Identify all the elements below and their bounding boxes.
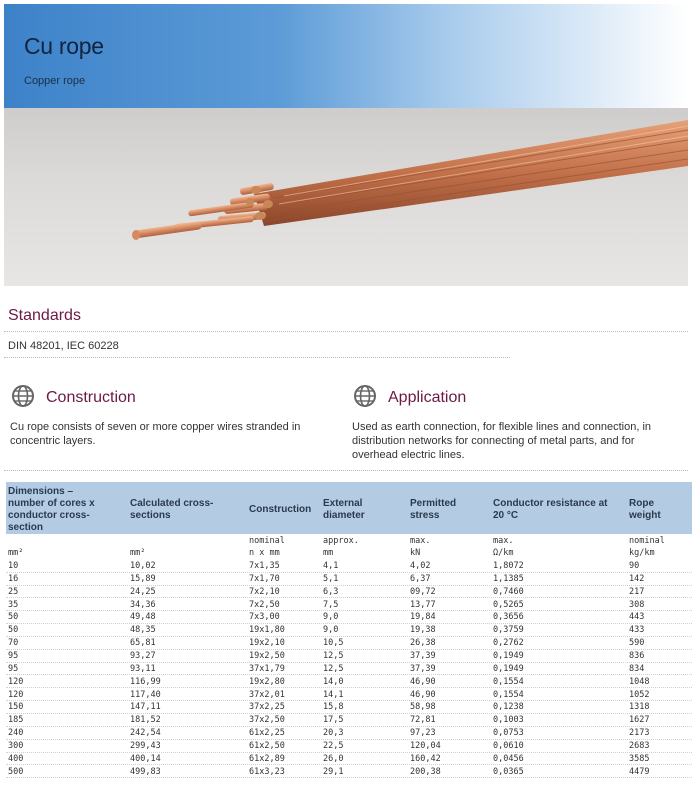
cell-calculated: 10,02 — [130, 561, 156, 571]
cell-weight: 142 — [629, 573, 645, 584]
cell-external-diameter: 6,3 — [323, 586, 339, 597]
cell-dimension: 150 — [8, 702, 24, 713]
page-title: Cu rope — [24, 33, 104, 59]
cell-construction: 7x1,35 — [249, 561, 280, 571]
cell-construction: 19x2,50 — [249, 650, 285, 661]
globe-icon — [354, 385, 376, 407]
unit: mm — [323, 548, 334, 558]
cell-external-diameter: 9,0 — [323, 625, 339, 636]
unit-qualifier: max. — [410, 536, 431, 546]
column-header-permitted-stress — [410, 498, 456, 522]
cell-resistance: 0,1003 — [493, 715, 524, 726]
table-row — [6, 754, 692, 766]
cell-calculated: 116,99 — [130, 676, 161, 687]
cell-construction: 19x2,80 — [249, 676, 285, 687]
cell-construction: 7x3,00 — [249, 612, 280, 623]
application-title: Application — [388, 389, 467, 406]
cell-resistance: 0,2762 — [493, 638, 524, 649]
cell-resistance: 0,1238 — [493, 702, 524, 713]
cell-calculated: 65,81 — [130, 638, 156, 649]
cell-dimension: 16 — [8, 573, 19, 584]
cell-external-diameter: 5,1 — [323, 573, 339, 584]
cell-calculated: 93,27 — [130, 650, 156, 661]
cell-weight: 1627 — [629, 715, 650, 726]
cell-resistance: 0,0753 — [493, 728, 524, 739]
cell-weight: 590 — [629, 638, 645, 649]
cell-external-diameter: 26,0 — [323, 753, 344, 764]
cell-weight: 433 — [629, 625, 645, 636]
cell-construction: 7x2,50 — [249, 599, 280, 610]
cell-construction: 61x2,25 — [249, 728, 285, 739]
header-line: number of cores x — [8, 498, 95, 509]
cell-dimension: 50 — [8, 612, 19, 623]
table-row — [6, 715, 692, 727]
table-units-row — [6, 536, 692, 558]
cell-construction: 19x2,10 — [249, 638, 285, 649]
cell-construction: 37x2,50 — [249, 715, 285, 726]
cell-calculated: 24,25 — [130, 586, 156, 597]
cell-dimension: 10 — [8, 561, 19, 571]
unit: kN — [410, 548, 421, 558]
cell-dimension: 500 — [8, 766, 24, 777]
page-subtitle: Copper rope — [24, 75, 86, 87]
table-row — [6, 767, 692, 779]
application-text-line: overhead electric lines. — [352, 449, 465, 461]
cell-dimension: 240 — [8, 728, 24, 739]
globe-icon — [12, 385, 34, 407]
cell-calculated: 93,11 — [130, 663, 156, 674]
unit-qualifier: max. — [493, 536, 514, 546]
cell-calculated: 299,43 — [130, 740, 161, 751]
cell-calculated: 400,14 — [130, 753, 161, 764]
cell-dimension: 25 — [8, 586, 19, 597]
unit: mm² — [8, 548, 24, 558]
cell-weight: 2173 — [629, 728, 650, 739]
cell-weight: 4479 — [629, 766, 650, 777]
header-line: conductor cross- — [8, 510, 90, 521]
cell-external-diameter: 12,5 — [323, 663, 344, 674]
unit: Ω/km — [493, 548, 514, 558]
cell-external-diameter: 9,0 — [323, 612, 339, 623]
application-text — [352, 420, 651, 462]
cell-calculated: 499,83 — [130, 766, 161, 777]
cell-external-diameter: 14,0 — [323, 676, 344, 687]
cell-weight: 834 — [629, 663, 645, 674]
cell-permitted-stress: 160,42 — [410, 753, 441, 764]
cell-resistance: 0,1554 — [493, 676, 524, 687]
cell-permitted-stress: 46,90 — [410, 689, 436, 700]
cell-dimension: 300 — [8, 740, 24, 751]
cell-permitted-stress: 46,90 — [410, 676, 436, 687]
column-header-dimensions — [8, 486, 95, 534]
table-row — [6, 612, 692, 624]
cell-resistance: 0,0456 — [493, 753, 524, 764]
cell-external-diameter: 10,5 — [323, 638, 344, 649]
cell-permitted-stress: 37,39 — [410, 650, 436, 661]
header-line: 20 °C — [493, 510, 519, 521]
application-text-line: Used as earth connection, for flexible lines and connection, in — [352, 421, 652, 433]
unit: kg/km — [629, 548, 655, 558]
cell-permitted-stress: 120,04 — [410, 740, 441, 751]
unit-qualifier: nominal — [629, 536, 665, 546]
cell-external-diameter: 7,5 — [323, 599, 339, 610]
cell-dimension: 185 — [8, 715, 24, 726]
cell-permitted-stress: 97,23 — [410, 728, 436, 739]
cell-dimension: 95 — [8, 650, 19, 661]
cell-calculated: 34,36 — [130, 599, 156, 610]
cell-resistance: 0,3656 — [493, 612, 524, 623]
cell-construction: 37x1,79 — [249, 663, 285, 674]
table-row — [6, 702, 692, 714]
cell-calculated: 181,52 — [130, 715, 161, 726]
column-header-conductor-resistance — [493, 498, 607, 522]
cell-resistance: 0,1949 — [493, 650, 524, 661]
header-line: Rope — [629, 498, 654, 509]
cell-dimension: 50 — [8, 625, 19, 636]
table-row — [6, 728, 692, 740]
divider — [4, 331, 688, 332]
cell-construction: 61x2,89 — [249, 753, 285, 764]
table-row — [6, 638, 692, 650]
cell-construction: 61x3,23 — [249, 766, 285, 777]
cell-permitted-stress: 26,38 — [410, 638, 436, 649]
cell-permitted-stress: 19,38 — [410, 625, 436, 636]
column-header-external-diameter — [323, 498, 365, 522]
cell-weight: 1048 — [629, 676, 650, 687]
cell-weight: 90 — [629, 561, 640, 571]
table-row — [6, 574, 692, 586]
cell-calculated: 242,54 — [130, 728, 161, 739]
column-header-calculated — [130, 498, 213, 522]
cell-weight: 2683 — [629, 740, 650, 751]
cell-calculated: 147,11 — [130, 702, 161, 713]
application-text-line: distribution networks for connecting of metal parts, and for — [352, 435, 635, 447]
divider — [4, 357, 510, 358]
cell-permitted-stress: 72,81 — [410, 715, 436, 726]
cell-external-diameter: 14,1 — [323, 689, 344, 700]
cell-construction: 37x2,25 — [249, 702, 285, 713]
header-line: External — [323, 498, 363, 509]
cell-construction: 19x1,80 — [249, 625, 285, 636]
cell-weight: 836 — [629, 650, 645, 661]
table-row — [6, 600, 692, 612]
cell-dimension: 95 — [8, 663, 19, 674]
unit: n x mm — [249, 548, 280, 558]
product-photo — [4, 108, 688, 286]
cell-external-diameter: 20,3 — [323, 728, 344, 739]
table-header — [6, 482, 692, 534]
cell-construction: 7x2,10 — [249, 586, 280, 597]
table-row — [6, 625, 692, 637]
cell-dimension: 35 — [8, 599, 19, 610]
cell-resistance: 0,1949 — [493, 663, 524, 674]
unit-qualifier: nominal — [249, 536, 285, 546]
table-row — [6, 677, 692, 689]
cell-permitted-stress: 09,72 — [410, 586, 436, 597]
cell-permitted-stress: 200,38 — [410, 766, 441, 777]
cell-weight: 308 — [629, 599, 645, 610]
table-row — [6, 561, 692, 573]
cell-external-diameter: 12,5 — [323, 650, 344, 661]
header-line: Conductor resistance at — [493, 498, 608, 509]
standards-text: DIN 48201, IEC 60228 — [8, 340, 119, 352]
cell-construction: 61x2,50 — [249, 740, 285, 751]
cell-resistance: 1,1385 — [493, 573, 524, 584]
table-row — [6, 587, 692, 599]
cell-resistance: 0,0610 — [493, 740, 524, 751]
cell-permitted-stress: 6,37 — [410, 573, 431, 584]
cell-weight: 3585 — [629, 753, 650, 764]
table-row — [6, 741, 692, 753]
cell-resistance: 1,8072 — [493, 561, 524, 571]
cell-resistance: 0,5265 — [493, 599, 524, 610]
cell-dimension: 70 — [8, 638, 19, 649]
cell-weight: 217 — [629, 586, 645, 597]
cell-external-diameter: 22,5 — [323, 740, 344, 751]
unit-qualifier: approx. — [323, 536, 359, 546]
construction-title: Construction — [46, 389, 136, 406]
header-line: diameter — [323, 510, 365, 521]
cell-external-diameter: 15,8 — [323, 702, 344, 713]
cell-construction: 37x2,01 — [249, 689, 285, 700]
cell-external-diameter: 4,1 — [323, 561, 339, 571]
cell-permitted-stress: 13,77 — [410, 599, 436, 610]
cell-calculated: 117,40 — [130, 689, 161, 700]
header-line: section — [8, 522, 44, 533]
cell-dimension: 120 — [8, 676, 24, 687]
column-header-rope-weight — [629, 498, 661, 522]
cell-external-diameter: 29,1 — [323, 766, 344, 777]
cell-permitted-stress: 19,84 — [410, 612, 436, 623]
construction-text — [10, 420, 300, 448]
header-line: Calculated cross- — [130, 498, 214, 509]
cell-permitted-stress: 58,98 — [410, 702, 436, 713]
cell-resistance: 0,3759 — [493, 625, 524, 636]
header-line: weight — [629, 510, 661, 521]
cell-permitted-stress: 37,39 — [410, 663, 436, 674]
hero-banner — [4, 4, 688, 108]
cell-permitted-stress: 4,02 — [410, 561, 431, 571]
unit: mm² — [130, 548, 146, 558]
cell-external-diameter: 17,5 — [323, 715, 344, 726]
table-row — [6, 690, 692, 702]
construction-text-line: Cu rope consists of seven or more copper wires stranded in — [10, 421, 301, 433]
table-row — [6, 664, 692, 676]
cell-weight: 1318 — [629, 702, 650, 713]
cell-calculated: 15,89 — [130, 573, 156, 584]
header-line: Dimensions – — [8, 486, 74, 497]
cell-weight: 443 — [629, 612, 645, 623]
cell-weight: 1052 — [629, 689, 650, 700]
cell-construction: 7x1,70 — [249, 573, 280, 584]
standards-title: Standards — [8, 307, 81, 324]
cell-resistance: 0,1554 — [493, 689, 524, 700]
cell-calculated: 48,35 — [130, 625, 156, 636]
column-header-construction: Construction — [249, 504, 312, 515]
header-line: stress — [410, 510, 440, 521]
cell-resistance: 0,0365 — [493, 766, 524, 777]
header-line: sections — [130, 510, 171, 521]
divider — [4, 470, 688, 471]
table-row — [6, 651, 692, 663]
cell-resistance: 0,7460 — [493, 586, 524, 597]
cell-dimension: 400 — [8, 753, 24, 764]
cell-calculated: 49,48 — [130, 612, 156, 623]
cell-dimension: 120 — [8, 689, 24, 700]
construction-text-line: concentric layers. — [10, 435, 96, 447]
copper-rope-illustration — [4, 108, 688, 286]
header-line: Permitted — [410, 498, 457, 509]
